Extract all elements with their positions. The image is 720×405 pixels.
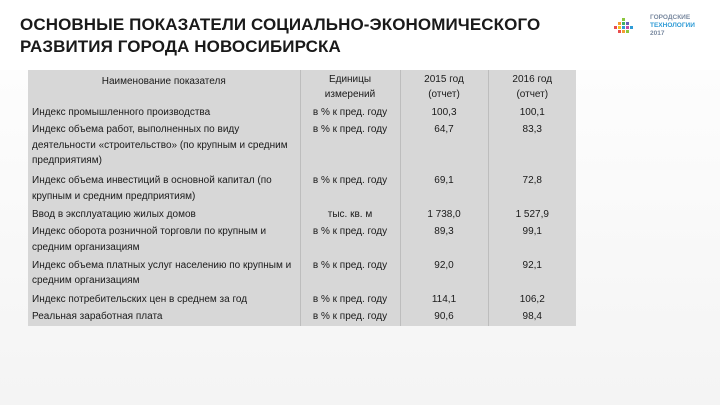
- indicators-table: [28, 70, 576, 326]
- value-2016-cell: 83,3: [488, 122, 576, 173]
- indicator-name-cell: Реальная заработная плата: [32, 310, 163, 322]
- header-2015-line-1: 2015 год: [424, 74, 464, 85]
- title-line-2: РАЗВИТИЯ ГОРОДА НОВОСИБИРСКА: [20, 37, 341, 56]
- indicator-name-cell: Индекс оборота розничной торговли по крупным и средним организациям: [32, 226, 267, 253]
- header-name: [28, 70, 300, 105]
- value-2016-cell: 106,2: [488, 292, 576, 309]
- table-row: [28, 122, 576, 173]
- unit-cell: тыс. кв. м: [300, 207, 400, 224]
- header-2016-line-1: 2016 год: [512, 74, 553, 85]
- indicator-name-cell: Индекс промышленного производства: [32, 107, 211, 119]
- indicator-name-cell: Индекс объема работ, выполненных по виду деятельности «строительство» (по крупным и средним предприятиям): [32, 124, 288, 167]
- value-2016-cell: 1 527,9: [488, 207, 576, 224]
- value-2016-cell: 72,8: [488, 173, 576, 207]
- unit-cell: в % к пред. году: [300, 292, 400, 309]
- value-2016-cell: 100,1: [488, 105, 576, 122]
- slide-title: [20, 14, 580, 58]
- indicator-name-cell: Индекс объема платных услуг населению по крупным и средним организациям: [32, 259, 292, 287]
- table-body: [28, 105, 576, 326]
- value-2015-cell: 89,3: [400, 224, 488, 258]
- logo-line-2: ТЕХНОЛОГИИ: [650, 22, 695, 29]
- unit-cell: в % к пред. году: [300, 309, 400, 326]
- header-unit-line-2: измерений: [324, 89, 376, 100]
- value-2016-cell: 98,4: [488, 309, 576, 326]
- header-2015: [400, 70, 488, 105]
- header-2016: [488, 70, 576, 105]
- colored-dots-logo-icon: [612, 12, 642, 42]
- unit-cell: в % к пред. году: [300, 173, 400, 207]
- value-2015-cell: 1 738,0: [400, 207, 488, 224]
- value-2015-cell: 114,1: [400, 292, 488, 309]
- unit-cell: в % к пред. году: [300, 224, 400, 258]
- value-2015-cell: 100,3: [400, 105, 488, 122]
- header-name-label: Наименование показателя: [101, 76, 226, 87]
- value-2015-cell: 90,6: [400, 309, 488, 326]
- header-2016-line-2: (отчет): [516, 89, 549, 100]
- indicator-name-cell: Индекс объема инвестиций в основной капитал (по крупным и средним предприятиям): [32, 175, 272, 202]
- value-2015-cell: 64,7: [400, 122, 488, 173]
- indicator-name-cell: Ввод в эксплуатацию жилых домов: [32, 209, 196, 221]
- unit-cell: в % к пред. году: [300, 122, 400, 173]
- table-row: [28, 258, 576, 292]
- table-row: [28, 292, 576, 309]
- table-row: [28, 173, 576, 207]
- event-logo: [612, 10, 712, 62]
- value-2015-cell: 69,1: [400, 173, 488, 207]
- logo-line-3: 2017: [650, 30, 665, 37]
- table-header-row: [28, 70, 576, 105]
- table-row: [28, 105, 576, 122]
- title-line-1: ОСНОВНЫЕ ПОКАЗАТЕЛИ СОЦИАЛЬНО-ЭКОНОМИЧЕСКОГО: [20, 15, 541, 34]
- table-row: [28, 224, 576, 258]
- value-2015-cell: 92,0: [400, 258, 488, 292]
- table-row: [28, 309, 576, 326]
- header-unit: [300, 70, 400, 105]
- unit-cell: в % к пред. году: [300, 258, 400, 292]
- header-2015-line-2: (отчет): [428, 89, 460, 100]
- indicator-name-cell: Индекс потребительских цен в среднем за год: [32, 293, 248, 305]
- logo-text: [650, 14, 712, 38]
- table-row: [28, 207, 576, 224]
- value-2016-cell: 92,1: [488, 258, 576, 292]
- value-2016-cell: 99,1: [488, 224, 576, 258]
- unit-cell: в % к пред. году: [300, 105, 400, 122]
- indicators-table-container: [28, 70, 576, 326]
- header-unit-line-1: Единицы: [328, 74, 372, 85]
- logo-line-1: ГОРОДСКИЕ: [650, 14, 691, 21]
